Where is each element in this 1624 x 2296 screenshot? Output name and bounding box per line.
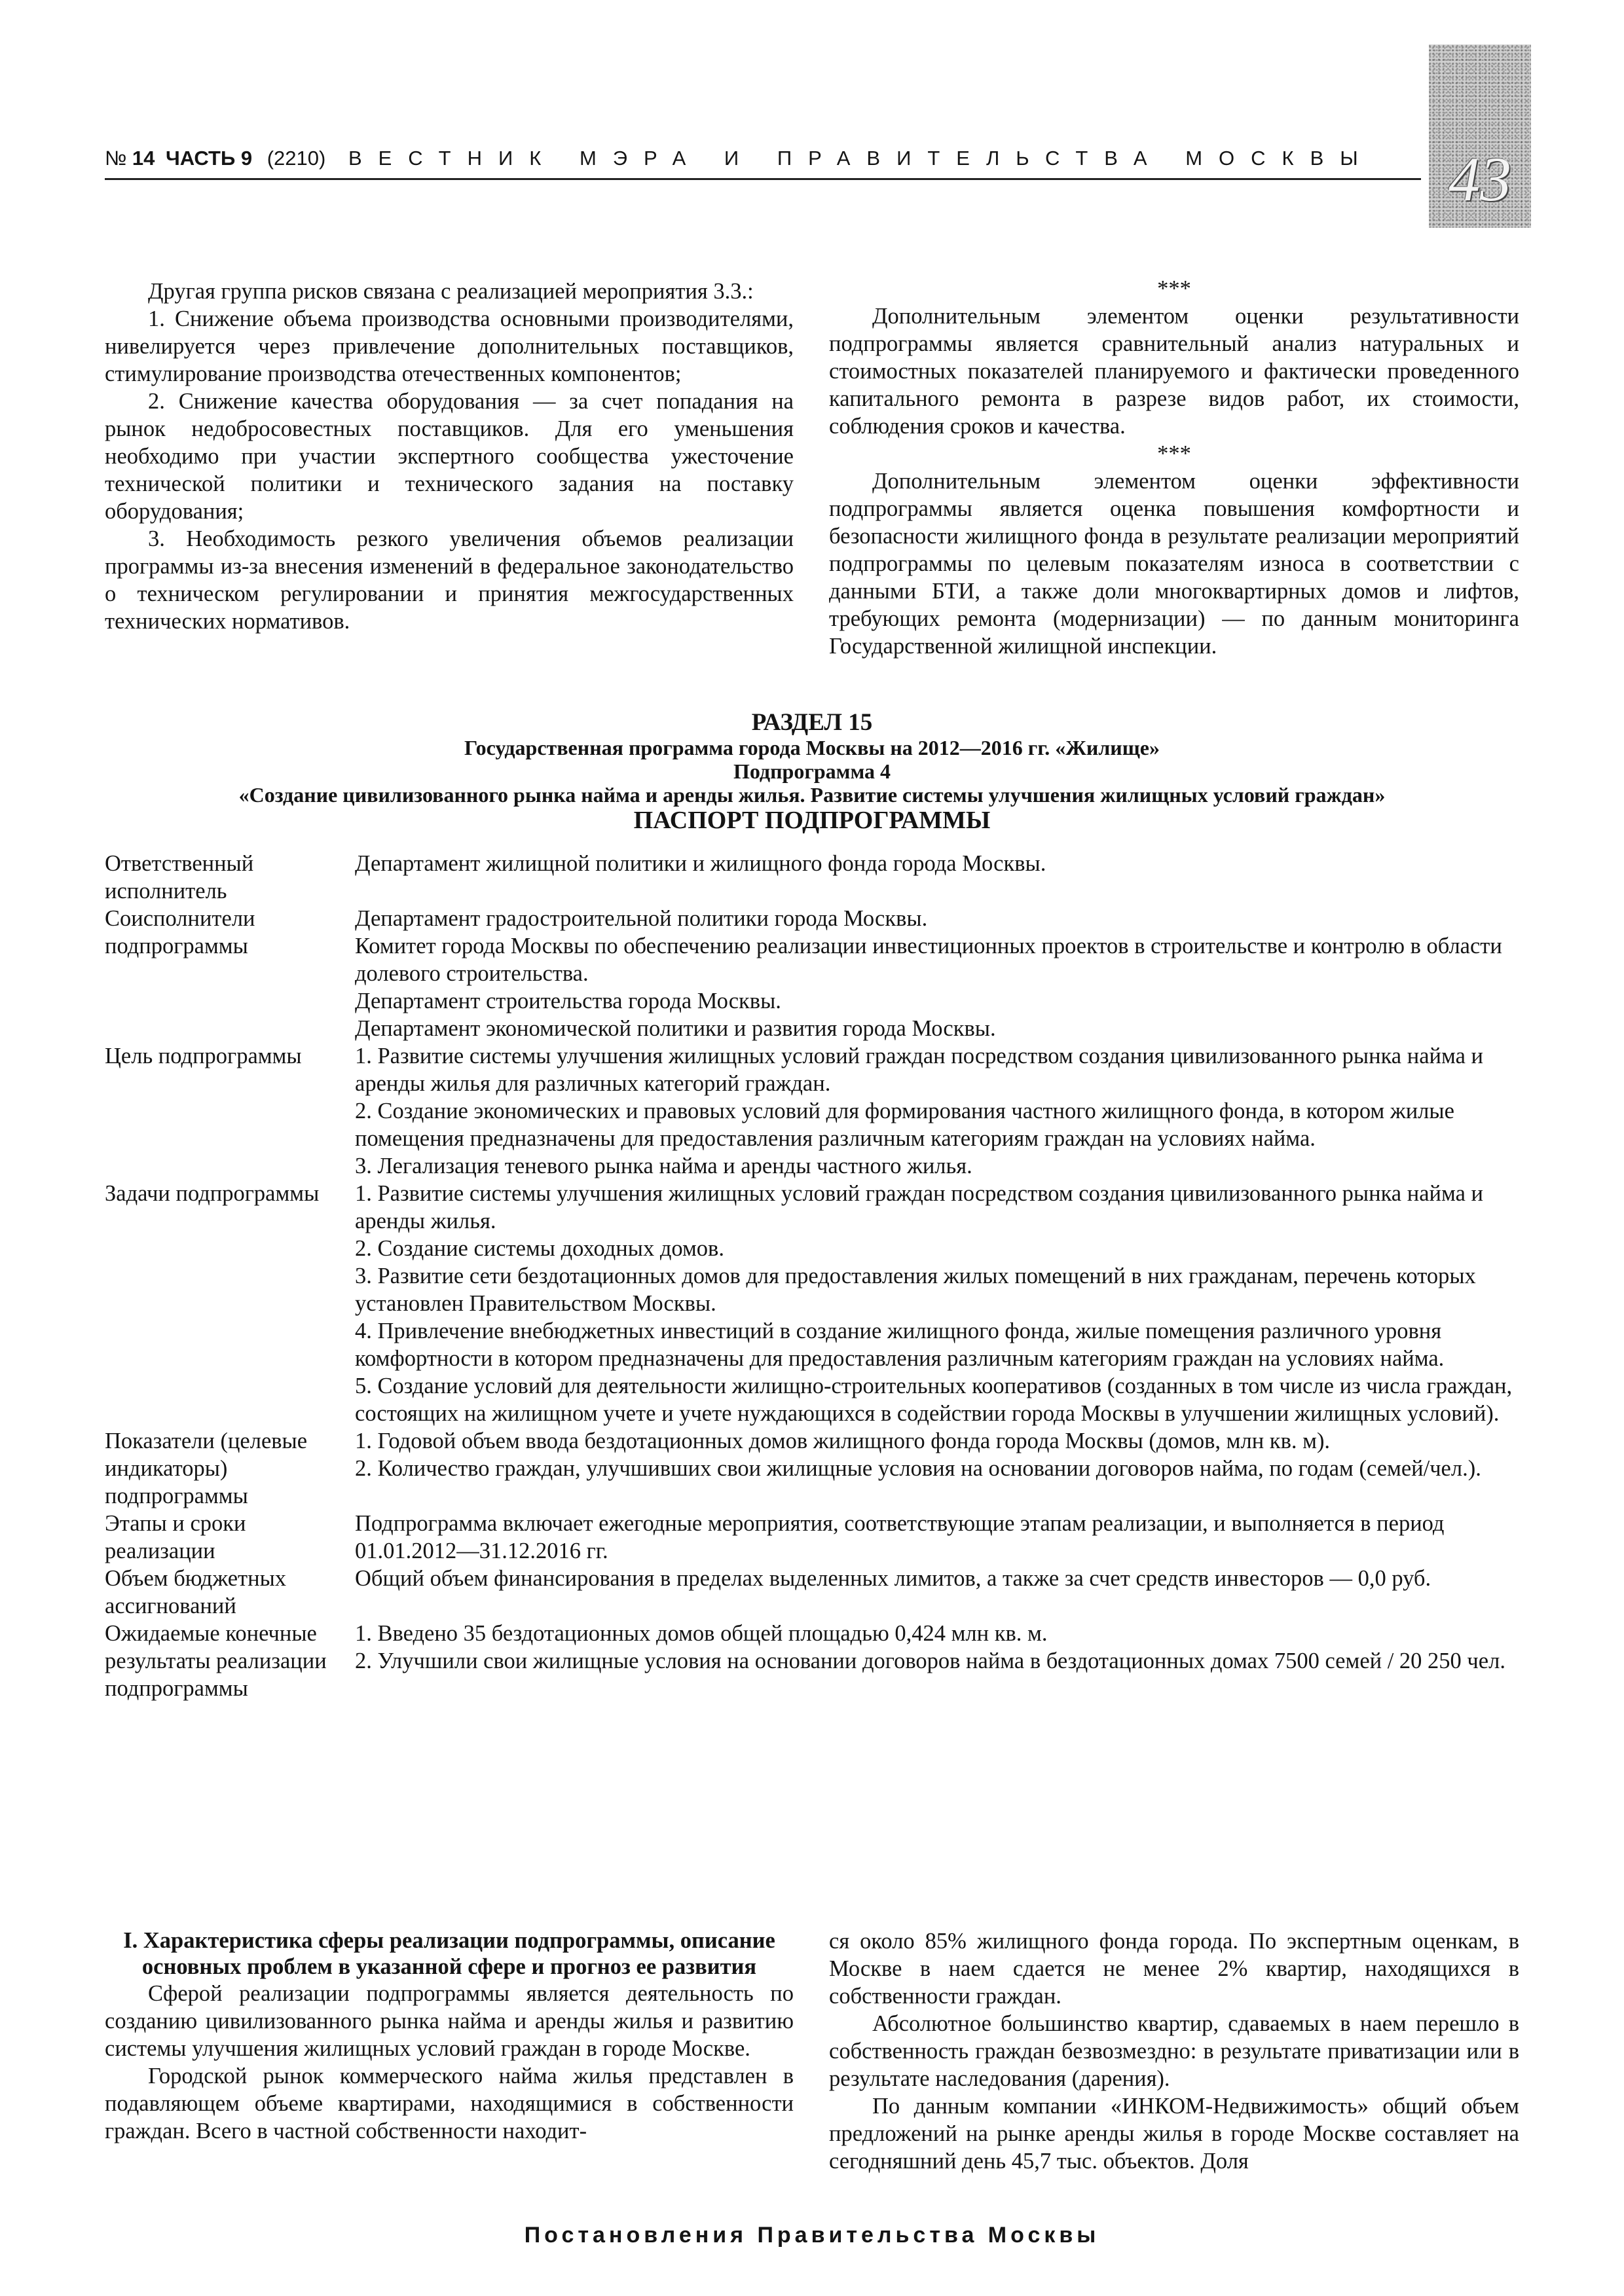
passport-value-line: 3. Развитие сети бездотационных домов для предоставления жилых помещений в них гражданам, перечень которых установлен Правительством Москвы.	[355, 1264, 1476, 1316]
separator-stars: ***	[1157, 276, 1191, 301]
passport-value-line: 2. Создание системы доходных домов.	[355, 1236, 724, 1261]
passport-value	[355, 1042, 1526, 1180]
page-number: 43	[1449, 144, 1511, 214]
paragraph: Городской рынок коммерческого найма жилья представлен в подавляющем объеме квартирами, находящимися в собственности граждан. Всего в частной собственности находит-	[105, 2064, 794, 2143]
section-number: РАЗДЕЛ 15	[751, 709, 873, 736]
subprogram-title: «Создание цивилизованного рынка найма и аренды жилья. Развитие системы улучшения жилищных условий граждан»	[238, 783, 1386, 807]
passport-title: ПАСПОРТ ПОДПРОГРАММЫ	[633, 807, 991, 834]
passport-label: Задачи подпрограммы	[105, 1181, 320, 1206]
passport-value-line: Департамент градостроительной политики города Москвы.	[355, 906, 928, 931]
passport-table	[105, 850, 1526, 1702]
passport-label: Объем бюджетных ассигнований	[105, 1566, 287, 1618]
passport-value-line: 1. Введено 35 бездотационных домов общей площадью 0,424 млн кв. м.	[355, 1621, 1048, 1646]
running-footer: Постановления Правительства Москвы	[524, 2223, 1100, 2248]
paragraph: Дополнительным элементом оценки результативности подпрограммы является сравнительный анализ натуральных и стоимостных показателей планируемого и фактически проведенного капитального ремонта в разрезе видов работ, их стоимости, соблюдения сроков и качества.	[829, 304, 1519, 439]
passport-value	[355, 1180, 1526, 1427]
paragraph: Сферой реализации подпрограммы является деятельность по созданию цивилизованного рынка найма и аренды жилья и развитию системы улучшения жилищных условий граждан в городе Москве.	[105, 1981, 794, 2061]
passport-row	[105, 1180, 1526, 1427]
passport-row	[105, 850, 1526, 905]
program-title: Государственная программа города Москвы на 2012—2016 гг. «Жилище»	[464, 736, 1160, 759]
passport-row	[105, 1565, 1526, 1620]
passport-row	[105, 1427, 1526, 1510]
passport-value-line: Департамент экономической политики и развития города Москвы.	[355, 1016, 996, 1041]
passport-label: Цель подпрограммы	[105, 1044, 302, 1068]
passport-value-line: Подпрограмма включает ежегодные мероприятия, соответствующие этапам реализации, и выполняется в период 01.01.2012—31.12.2016 гг.	[355, 1511, 1445, 1563]
passport-row	[105, 1620, 1526, 1702]
passport-value	[355, 1427, 1526, 1510]
separator-stars: ***	[1157, 441, 1191, 466]
passport-value-line: 4. Привлечение внебюджетных инвестиций в создание жилищного фонда, жилые помещения различного уровня комфортности в котором предназначены для предоставления различным категориям граждан на условиях найма.	[355, 1319, 1445, 1371]
passport-row	[105, 1042, 1526, 1180]
issue-number-sign: №	[105, 147, 127, 170]
passport-value-line: 5. Создание условий для деятельности жилищно-строительных кооперативов (созданных в том числе из числа граждан, состоящих на жилищном учете и учете нуждающихся в содействии города Москвы в улучшении жилищных условий).	[355, 1374, 1513, 1426]
publication-title: ВЕСТНИК МЭРА И ПРАВИТЕЛЬСТВА МОСКВЫ	[348, 147, 1375, 170]
passport-value-line: 1. Развитие системы улучшения жилищных условий граждан посредством создания цивилизованного рынка найма и аренды жилья.	[355, 1181, 1483, 1233]
passport-row	[105, 1510, 1526, 1565]
passport-value-line: 3. Легализация теневого рынка найма и аренды частного жилья.	[355, 1154, 972, 1178]
paragraph: Абсолютное большинство квартир, сдаваемых в наем перешло в собственность граждан безвозмездно: в результате приватизации или в результате наследования (дарения).	[829, 2011, 1519, 2091]
passport-value	[355, 1510, 1526, 1565]
subsection-heading: I. Характеристика сферы реализации подпрограммы, описание основных проблем в указанной сфере и прогноз ее развития	[123, 1928, 775, 1979]
passport-value	[355, 1565, 1526, 1620]
passport-value	[355, 905, 1526, 1042]
section-heading	[105, 710, 1519, 834]
passport-label: Соисполнители подпрограммы	[105, 906, 255, 958]
passport-value-line: Комитет города Москвы по обеспечению реализации инвестиционных проектов в строительстве и контролю в области долевого строительства.	[355, 934, 1502, 986]
passport-value	[355, 1620, 1526, 1702]
header-rule	[105, 178, 1421, 180]
passport-row	[105, 905, 1526, 1042]
passport-value-line: Департамент строительства города Москвы.	[355, 989, 781, 1013]
paragraph: Дополнительным элементом оценки эффективности подпрограммы является оценка повышения комфортности и безопасности жилищного фонда в результате реализации мероприятий подпрограммы по целевым показателям износа в соответствии с данными БТИ, а также доли многоквартирных домов и лифтов, требующих ремонта (модернизации) — по данным мониторинга Государственной жилищной инспекции.	[829, 469, 1519, 659]
running-header	[105, 145, 1454, 172]
passport-label: Ожидаемые конечные результаты реализации подпрограммы	[105, 1621, 327, 1701]
issue-code: (2210)	[267, 147, 326, 170]
passport-value-line: Департамент жилищной политики и жилищного фонда города Москвы.	[355, 851, 1046, 876]
paragraph: 1. Снижение объема производства основными производителями, нивелируется через привлечение дополнительных поставщиков, стимулирование производства отечественных компонентов;	[105, 306, 794, 386]
passport-label: Ответственный исполнитель	[105, 851, 254, 903]
passport-value-line: 1. Развитие системы улучшения жилищных условий граждан посредством создания цивилизованного рынка найма и аренды жилья для различных категорий граждан.	[355, 1044, 1483, 1096]
paragraph: ся около 85% жилищного фонда города. По экспертным оценкам, в Москве в наем сдается не менее 2% квартир, находящихся в собственности граждан.	[829, 1929, 1519, 2009]
passport-value-line: 2. Создание экономических и правовых условий для формирования частного жилищного фонда, в котором жилые помещения предназначены для предоставления различным категориям граждан на условиях найма.	[355, 1099, 1454, 1151]
paragraph: По данным компании «ИНКОМ-Недвижимость» общий объем предложений на рынке аренды жилья в городе Москве составляет на сегодняшний день 45,7 тыс. объектов. Доля	[829, 2094, 1519, 2174]
issue-number: 14	[132, 147, 155, 170]
paragraph: 3. Необходимость резкого увеличения объемов реализации программы из-за внесения изменений в федеральное законодательство о техническом регулировании и принятия межгосударственных технических нормативов.	[105, 526, 794, 634]
paragraph: Другая группа рисков связана с реализацией мероприятия 3.3.:	[148, 279, 754, 304]
bottom-right-column	[829, 1927, 1519, 2175]
page-number-badge	[1429, 45, 1531, 228]
passport-value-line: 2. Улучшили свои жилищные условия на основании договоров найма в бездотационных домах 7500 семей / 20 250 чел.	[355, 1649, 1505, 1673]
passport-value-line: 2. Количество граждан, улучшивших свои жилищные условия на основании договоров найма, по годам (семей/чел.).	[355, 1456, 1481, 1481]
subprogram-number: Подпрограмма 4	[733, 759, 891, 783]
passport-value-line: Общий объем финансирования в пределах выделенных лимитов, а также за счет средств инвесторов — 0,0 руб.	[355, 1566, 1431, 1591]
issue-part: ЧАСТЬ 9	[166, 147, 253, 170]
paragraph: 2. Снижение качества оборудования — за счет попадания на рынок недобросовестных поставщиков. Для его уменьшения необходимо при участии экспертного сообщества ужесточение технической политики и технического задания на поставку оборудования;	[105, 389, 794, 524]
passport-value-line: 1. Годовой объем ввода бездотационных домов жилищного фонда города Москвы (домов, млн кв. м).	[355, 1429, 1331, 1453]
top-right-column	[829, 275, 1519, 660]
passport-label: Этапы и сроки реализации	[105, 1511, 246, 1563]
passport-value	[355, 850, 1526, 905]
bottom-left-column	[105, 1927, 794, 2145]
top-left-column	[105, 278, 794, 635]
passport-label: Показатели (целевые индикаторы) подпрограммы	[105, 1429, 308, 1508]
